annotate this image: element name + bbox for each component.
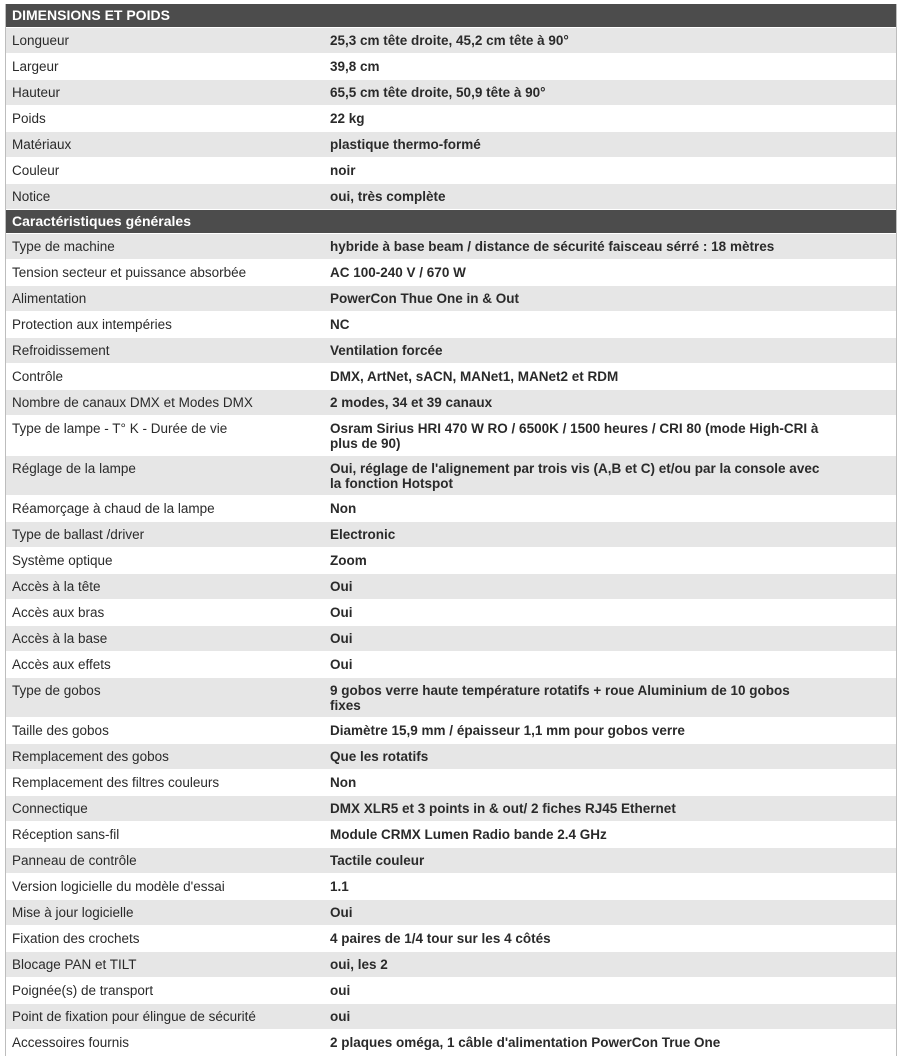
row-value: Tactile couleur <box>330 853 425 868</box>
table-row <box>6 796 896 822</box>
row-value: 9 gobos verre haute température rotatifs + roue Aluminium de 10 gobos fixes <box>330 683 790 713</box>
row-value: PowerCon Thue One in & Out <box>330 291 519 306</box>
table-row <box>6 1030 896 1056</box>
table-row <box>6 548 896 574</box>
row-value: oui <box>330 983 351 998</box>
table-row <box>6 28 896 54</box>
table-row <box>6 496 896 522</box>
row-label: Accès à la tête <box>12 579 101 594</box>
row-label: Remplacement des filtres couleurs <box>12 775 220 790</box>
row-value: 2 modes, 34 et 39 canaux <box>330 395 493 410</box>
row-value: 65,5 cm tête droite, 50,9 tête à 90° <box>330 85 546 100</box>
row-value: 4 paires de 1/4 tour sur les 4 côtés <box>330 931 551 946</box>
row-value: 1.1 <box>330 879 349 894</box>
table-row <box>6 926 896 952</box>
row-label: Type de gobos <box>12 683 101 698</box>
table-row <box>6 416 896 456</box>
table-row <box>6 522 896 548</box>
table-row <box>6 390 896 416</box>
row-value: Oui <box>330 631 353 646</box>
row-label: Point de fixation pour élingue de sécurité <box>12 1009 256 1024</box>
row-value: oui, les 2 <box>330 957 388 972</box>
row-value: Module CRMX Lumen Radio bande 2.4 GHz <box>330 827 607 842</box>
row-label: Longueur <box>12 33 70 48</box>
row-value: Diamètre 15,9 mm / épaisseur 1,1 mm pour gobos verre <box>330 723 685 738</box>
table-row <box>6 626 896 652</box>
row-label: Connectique <box>12 801 88 816</box>
table-row <box>6 652 896 678</box>
table-row <box>6 600 896 626</box>
row-value: oui, très complète <box>330 189 446 204</box>
row-value: AC 100-240 V / 670 W <box>330 265 466 280</box>
row-label: Alimentation <box>12 291 87 306</box>
spec-table <box>5 4 897 1056</box>
row-label: Largeur <box>12 59 59 74</box>
row-label: Réamorçage à chaud de la lampe <box>12 501 215 516</box>
row-label: Remplacement des gobos <box>12 749 169 764</box>
row-label: Mise à jour logicielle <box>12 905 134 920</box>
row-value: Osram Sirius HRI 470 W RO / 6500K / 1500 heures / CRI 80 (mode High-CRI à plus de 90) <box>330 421 819 451</box>
row-label: Nombre de canaux DMX et Modes DMX <box>12 395 253 410</box>
row-label: Notice <box>12 189 51 204</box>
row-value: Oui <box>330 905 353 920</box>
table-row <box>6 770 896 796</box>
table-row <box>6 364 896 390</box>
row-label: Poignée(s) de transport <box>12 983 154 998</box>
row-label: Type de lampe - T° K - Durée de vie <box>12 421 228 436</box>
table-row <box>6 158 896 184</box>
row-label: Système optique <box>12 553 113 568</box>
table-row <box>6 978 896 1004</box>
row-value: Ventilation forcée <box>330 343 443 358</box>
table-row <box>6 286 896 312</box>
table-row <box>6 54 896 80</box>
row-value: Non <box>330 775 357 790</box>
section-header: DIMENSIONS ET POIDS <box>6 4 896 28</box>
row-label: Accès aux bras <box>12 605 105 620</box>
row-label: Couleur <box>12 163 60 178</box>
row-value: Oui <box>330 579 353 594</box>
table-row <box>6 106 896 132</box>
row-label: Hauteur <box>12 85 61 100</box>
row-value: NC <box>330 317 350 332</box>
row-value: DMX, ArtNet, sACN, MANet1, MANet2 et RDM <box>330 369 619 384</box>
row-value: noir <box>330 163 356 178</box>
table-row <box>6 574 896 600</box>
table-row <box>6 338 896 364</box>
table-row <box>6 312 896 338</box>
table-row <box>6 874 896 900</box>
row-label: Contrôle <box>12 369 64 384</box>
row-label: Type de machine <box>12 239 115 254</box>
table-row <box>6 718 896 744</box>
row-value: Que les rotatifs <box>330 749 429 764</box>
row-label: Fixation des crochets <box>12 931 140 946</box>
table-row <box>6 900 896 926</box>
row-label: Matériaux <box>12 137 72 152</box>
row-label: Version logicielle du modèle d'essai <box>12 879 225 894</box>
row-value: 2 plaques oméga, 1 câble d'alimentation PowerCon True One <box>330 1035 721 1050</box>
row-value: 25,3 cm tête droite, 45,2 cm tête à 90° <box>330 33 569 48</box>
table-row <box>6 848 896 874</box>
table-row <box>6 184 896 210</box>
row-label: Poids <box>12 111 46 126</box>
row-label: Réglage de la lampe <box>12 461 136 476</box>
row-label: Panneau de contrôle <box>12 853 137 868</box>
row-value: Oui <box>330 657 353 672</box>
table-row <box>6 80 896 106</box>
row-value: 39,8 cm <box>330 59 380 74</box>
row-value: Oui, réglage de l'alignement par trois vis (A,B et C) et/ou par la console avec la fonction Hotspot <box>330 461 820 491</box>
table-row <box>6 678 896 718</box>
row-label: Refroidissement <box>12 343 110 358</box>
row-label: Accès aux effets <box>12 657 111 672</box>
table-row <box>6 822 896 848</box>
table-row <box>6 132 896 158</box>
row-label: Taille des gobos <box>12 723 109 738</box>
row-label: Protection aux intempéries <box>12 317 172 332</box>
section-header: Caractéristiques générales <box>6 210 896 234</box>
row-label: Accessoires fournis <box>12 1035 130 1050</box>
table-row <box>6 744 896 770</box>
row-value: Oui <box>330 605 353 620</box>
row-label: Accès à la base <box>12 631 108 646</box>
table-row <box>6 456 896 496</box>
table-row <box>6 234 896 260</box>
table-row <box>6 952 896 978</box>
row-value: Zoom <box>330 553 367 568</box>
row-label: Tension secteur et puissance absorbée <box>12 265 247 280</box>
row-value: Non <box>330 501 357 516</box>
row-label: Réception sans-fil <box>12 827 120 842</box>
table-row <box>6 1004 896 1030</box>
row-label: Type de ballast /driver <box>12 527 145 542</box>
row-value: oui <box>330 1009 351 1024</box>
row-value: plastique thermo-formé <box>330 137 481 152</box>
row-value: Electronic <box>330 527 396 542</box>
row-value: hybride à base beam / distance de sécurité faisceau sérré : 18 mètres <box>330 239 775 254</box>
row-value: DMX XLR5 et 3 points in & out/ 2 fiches RJ45 Ethernet <box>330 801 676 816</box>
row-label: Blocage PAN et TILT <box>12 957 137 972</box>
table-row <box>6 260 896 286</box>
row-value: 22 kg <box>330 111 365 126</box>
